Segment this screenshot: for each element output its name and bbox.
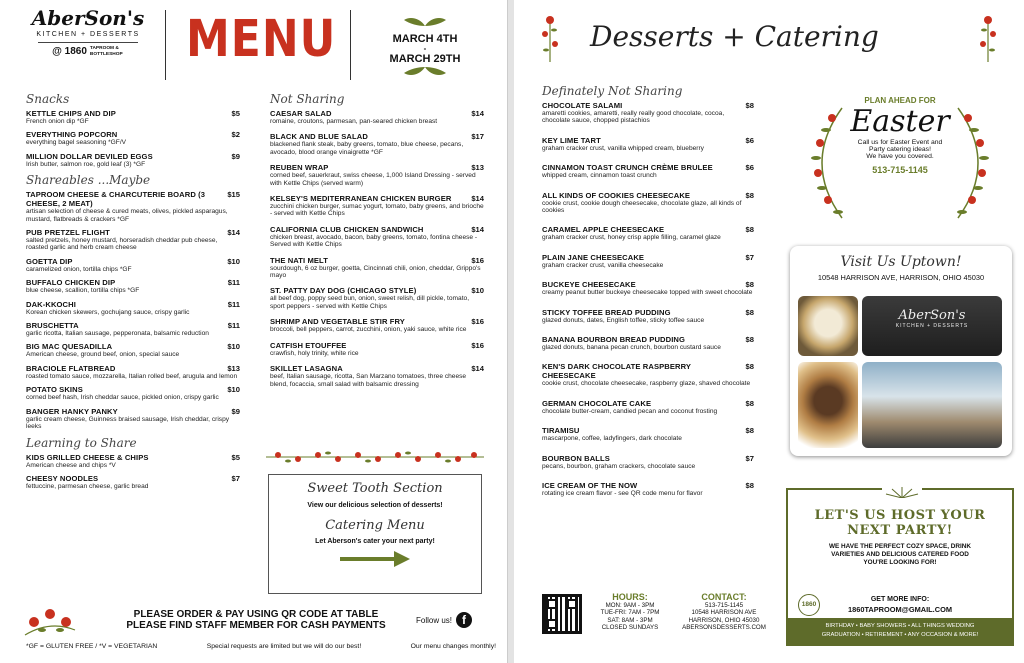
arrow-right-icon: [340, 551, 410, 567]
shareable-item-header: [26, 407, 240, 416]
shareable-item-header: [26, 228, 240, 237]
host-body-2: VARIETIES AND DELICIOUS CATERED FOOD: [831, 550, 969, 558]
date-range: [370, 14, 480, 84]
flower-divider: [266, 447, 484, 467]
item-description: graham cracker crust, honey crisp apple filling, caramel glaze: [542, 234, 721, 242]
dessert-item: [542, 163, 754, 179]
item-description: Irish butter, salmon roe, gold leaf (3) *GF: [26, 160, 146, 168]
item-price: $9: [231, 406, 240, 416]
host-body: [788, 543, 1012, 566]
follow-label: Follow us!: [416, 615, 453, 625]
shareable-item: [26, 257, 240, 273]
item-price: $10: [227, 385, 240, 395]
item-name: PUB PRETZEL FLIGHT: [26, 228, 110, 238]
dessert-item: [542, 253, 754, 269]
section-title-snacks: Snacks: [26, 92, 70, 106]
item-price: $5: [231, 452, 240, 462]
entree-item: [270, 317, 484, 333]
item-price: $8: [745, 307, 754, 317]
dessert-item-header: [542, 101, 754, 110]
item-description: chocolate butter-cream, candied pecan and coconut frosting: [542, 407, 718, 415]
item-name: ALL KINDS OF COOKIES CHEESECAKE: [542, 190, 691, 200]
kids-item: [26, 453, 240, 469]
dessert-item-header: [542, 136, 754, 145]
easter-plan-label: PLAN AHEAD FOR: [864, 96, 936, 105]
occasions-line-1: BIRTHDAY • BABY SHOWERS • ALL THINGS WEDDING: [825, 623, 975, 629]
photo-storefront-sign: [862, 296, 1002, 356]
item-price: $10: [227, 256, 240, 266]
contact-city: HARRISON, OHIO 45030: [688, 616, 760, 624]
item-name: KETTLE CHIPS AND DIP: [26, 109, 116, 118]
flower-stem-icon: [540, 14, 560, 62]
dessert-item-header: [542, 481, 754, 490]
item-price: $13: [471, 163, 484, 173]
host-body-3: YOU'RE LOOKING FOR!: [863, 558, 937, 566]
brand-at: @ 1860: [52, 46, 87, 57]
storefront-sign-name: AberSon's: [898, 308, 966, 323]
item-price: $8: [745, 190, 754, 200]
section-title-not-sharing: Not Sharing: [270, 92, 345, 106]
item-description: glazed donuts, dates, English toffee, sticky toffee sauce: [542, 316, 705, 324]
occasions-band: [788, 618, 1012, 644]
hours-block: [590, 594, 670, 632]
entree-item-header: [270, 163, 484, 172]
host-title-1: LET'S US HOST YOUR: [814, 508, 986, 523]
date-end: MARCH 29TH: [389, 53, 461, 65]
item-description: chicken breast, avocado, bacon, baby greens, tomato, fontina cheese - Served with Kettle Chips: [270, 233, 478, 249]
item-description: rotating ice cream flavor - see QR code menu for flavor: [542, 490, 703, 498]
item-name: SKILLET LASAGNA: [270, 364, 343, 374]
item-price: $16: [471, 317, 484, 327]
entree-item-header: [270, 194, 484, 203]
item-description: cookie crust, cookie dough cheesecake, chocolate glaze, all kinds of cookies: [542, 199, 742, 215]
item-name: GOETTA DIP: [26, 256, 73, 266]
contact-street: 10548 HARRISON AVE: [691, 609, 757, 617]
dessert-item-header: [542, 163, 754, 172]
item-name: PLAIN JANE CHEESECAKE: [542, 252, 645, 262]
item-name: ST. PATTY DAY DOG (CHICAGO STYLE): [270, 286, 417, 296]
dessert-item: [542, 308, 754, 324]
dessert-item-header: [542, 426, 754, 435]
item-description: caramelized onion, tortilla chips *GF: [26, 265, 132, 273]
section-title-desserts: Definately Not Sharing: [542, 84, 683, 98]
dessert-item: [542, 191, 754, 215]
contact-phone[interactable]: 513-715-1145: [704, 601, 744, 609]
dessert-item: [542, 362, 754, 387]
item-price: $6: [745, 163, 754, 173]
item-price: $7: [231, 473, 240, 483]
taproom-badge: 1860: [798, 594, 820, 616]
contact-block: [674, 594, 774, 632]
sweet-tooth-title: Sweet Tooth Section: [307, 481, 443, 496]
entree-item-header: [270, 317, 484, 326]
section-title-shareables: Shareables ...Maybe: [26, 173, 151, 188]
item-description: graham cracker crust, vanilla cheesecake: [542, 261, 664, 269]
item-name: MILLION DOLLAR DEVILED EGGS: [26, 151, 153, 161]
item-description: garlic cream cheese, Guinness braised sausage, Irish cheddar, crispy leeks: [26, 415, 230, 431]
dessert-item-header: [542, 280, 754, 289]
flower-vine-icon: [266, 447, 484, 467]
snack-item-header: [26, 152, 240, 161]
shareable-item: [26, 385, 240, 401]
item-price: $6: [745, 135, 754, 145]
dessert-item: [542, 136, 754, 152]
order-line-1: PLEASE ORDER & PAY USING QR CODE AT TABLE: [133, 609, 379, 620]
dessert-item-header: [542, 335, 754, 344]
photo-sandwich: [798, 296, 858, 356]
hours-line-3: SAT: 8AM - 3PM: [607, 616, 653, 624]
item-price: $14: [471, 364, 484, 374]
menu-changes: Our menu changes monthly!: [410, 643, 496, 650]
flower-stem-icon: [978, 14, 998, 62]
item-name: KEN'S DARK CHOCOLATE RASPBERRY CHEESECAKE: [542, 362, 691, 381]
easter-phone[interactable]: 513-715-1145: [872, 165, 928, 175]
entree-item: [270, 256, 484, 280]
sweet-tooth-line: View our delicious selection of desserts!: [307, 502, 443, 509]
item-description: sourdough, 6 oz burger, goetta, Cincinnati chili, onion, cheddar, Grippo's mayo: [270, 264, 481, 280]
dessert-item: [542, 280, 754, 296]
item-name: KELSEY'S MEDITERRANEAN CHICKEN BURGER: [270, 194, 452, 204]
item-description: corned beef hash, Irish cheddar sauce, pickled onion, crispy garlic: [26, 394, 219, 402]
dessert-item: [542, 454, 754, 470]
item-description: broccoli, bell peppers, carrot, zucchini, onion, yaki sauce, white rice: [270, 326, 467, 334]
dessert-item: [542, 225, 754, 241]
kids-item-header: [26, 453, 240, 462]
item-name: POTATO SKINS: [26, 385, 83, 395]
date-start: MARCH 4TH: [392, 33, 458, 45]
item-description: romaine, croutons, parmesan, pan-seared chicken breast: [270, 118, 438, 125]
host-title-2: NEXT PARTY!: [847, 523, 953, 538]
dessert-item: [542, 481, 754, 497]
item-name: BIG MAC QUESADILLA: [26, 342, 113, 352]
entree-item-header: [270, 225, 484, 234]
item-description: roasted tomato sauce, mozzarella, Italian rolled beef, arugula and lemon: [26, 372, 238, 380]
item-description: salted pretzels, honey mustard, horseradish cheddar pub cheese, roasted garlic and herb cream cheese: [26, 237, 218, 252]
item-description: creamy peanut butter buckeye cheesecake topped with sweet chocolate: [542, 289, 753, 297]
item-price: $10: [471, 286, 484, 296]
item-name: BUCKEYE CHEESECAKE: [542, 280, 636, 290]
qr-code[interactable]: [542, 594, 582, 634]
item-price: $10: [227, 342, 240, 352]
item-price: $14: [471, 109, 484, 118]
item-name: TAPROOM CHEESE & CHARCUTERIE BOARD (3 CHEESE, 2 MEAT): [26, 190, 206, 209]
date-dash: -: [423, 44, 427, 53]
item-description: Korean chicken skewers, gochujang sauce, crispy garlic: [26, 308, 190, 316]
item-price: $5: [231, 109, 240, 118]
shareable-item: [26, 364, 240, 380]
item-price: $14: [471, 194, 484, 204]
item-name: CATFISH ETOUFFEE: [270, 340, 347, 350]
dessert-item-header: [542, 454, 754, 463]
item-name: BANANA BOURBON BREAD PUDDING: [542, 335, 686, 345]
entree-item: [270, 341, 484, 357]
shareable-item-header: [26, 342, 240, 351]
contact-title: CONTACT:: [701, 592, 747, 602]
item-price: $13: [227, 363, 240, 373]
item-price: $7: [745, 252, 754, 262]
entree-item-header: [270, 364, 484, 373]
item-name: ICE CREAM OF THE NOW: [542, 481, 638, 491]
item-name: GERMAN CHOCOLATE CAKE: [542, 398, 652, 408]
item-description: graham cracker crust, vanilla whipped cream, blueberry: [542, 144, 704, 152]
item-name: KIDS GRILLED CHEESE & CHIPS: [26, 452, 149, 462]
item-price: $9: [231, 151, 240, 161]
item-name: DAK-KKOCHI: [26, 299, 76, 309]
easter-line-3: We have you covered.: [866, 153, 934, 160]
visit-uptown-card: [790, 246, 1012, 456]
item-price: $11: [227, 321, 240, 331]
item-description: glazed donuts, banana pecan crunch, bourbon custard sauce: [542, 344, 721, 352]
shareable-item-header: [26, 300, 240, 309]
occasions-line-2: GRADUATION • RETIREMENT • ANY OCCASION & MORE!: [821, 632, 979, 638]
item-description: pecans, bourbon, graham crackers, chocolate sauce: [542, 462, 696, 470]
snack-item: [26, 109, 240, 125]
shareable-item: [26, 190, 240, 223]
item-description: beef, Italian sausage, ricotta, San Marzano tomatoes, three cheese blend, focaccia, small salad with balsamic dressing: [270, 373, 467, 388]
shareable-item-header: [26, 364, 240, 373]
item-name: CARAMEL APPLE CHEESECAKE: [542, 225, 665, 235]
item-price: $8: [745, 225, 754, 235]
flower-sprig-icon: [20, 600, 80, 640]
item-price: $16: [471, 255, 484, 265]
dessert-item-header: [542, 399, 754, 408]
entree-item: [270, 132, 484, 156]
item-name: REUBEN WRAP: [270, 163, 329, 173]
item-name: CHEESY NOODLES: [26, 473, 99, 483]
item-price: $8: [745, 335, 754, 345]
item-price: $15: [227, 190, 240, 200]
item-price: $8: [745, 481, 754, 491]
entree-item-header: [270, 132, 484, 141]
right-column: [270, 88, 484, 395]
facebook-icon[interactable]: f: [456, 612, 472, 628]
snack-item: [26, 152, 240, 168]
dessert-item-header: [542, 191, 754, 200]
item-price: $14: [227, 228, 240, 238]
item-name: BRACIOLE FLATBREAD: [26, 363, 116, 373]
item-price: $17: [471, 132, 484, 142]
host-body-1: WE HAVE THE PERFECT COZY SPACE, DRINK: [828, 543, 972, 550]
item-name: EVERYTHING POPCORN: [26, 130, 118, 140]
visit-address: 10548 HARRISON AVE, HARRISON, OHIO 45030: [817, 273, 985, 282]
brand-name: AberSon's: [31, 6, 145, 30]
entree-item: [270, 225, 484, 249]
entree-item: [270, 109, 484, 125]
item-name: CALIFORNIA CLUB CHICKEN SANDWICH: [270, 224, 424, 234]
shareable-item: [26, 342, 240, 358]
snack-item: [26, 130, 240, 146]
left-menu-page: [0, 0, 508, 663]
item-name: BOURBON BALLS: [542, 453, 610, 463]
catering-title: Catering Menu: [325, 518, 425, 533]
hours-line-1: MON: 9AM - 3PM: [605, 601, 655, 609]
item-price: $8: [745, 426, 754, 436]
left-column: [26, 88, 240, 495]
brand-venue: TAPROOM & BOTTLESHOP: [89, 46, 123, 57]
item-price: $8: [745, 280, 754, 290]
photo-cookie-stack: [798, 362, 858, 448]
dessert-item: [542, 399, 754, 415]
brand-logo: [28, 6, 148, 57]
item-name: BLACK AND BLUE SALAD: [270, 132, 368, 142]
item-description: amaretti cookies, amaretti, really really good chocolate, cocoa, chocolate sauce, chopped pistachios: [542, 110, 725, 125]
desserts-column: [542, 80, 754, 509]
entree-item: [270, 364, 484, 388]
item-price: $16: [471, 340, 484, 350]
item-price: $7: [745, 453, 754, 463]
item-price: $2: [231, 130, 240, 140]
item-price: $11: [227, 278, 240, 288]
item-name: SHRIMP AND VEGETABLE STIR FRY: [270, 317, 405, 327]
shareable-item-header: [26, 278, 240, 287]
item-price: $8: [745, 101, 754, 110]
item-description: artisan selection of cheese & cured meats, olives, pickled asparagus, mustard, flatbreads & crackers *GF: [26, 208, 228, 223]
item-price: $8: [745, 362, 754, 372]
item-name: TIRAMISU: [542, 426, 580, 436]
item-description: crawfish, holy trinity, white rice: [270, 349, 359, 357]
snack-item-header: [26, 109, 240, 118]
entree-item: [270, 163, 484, 187]
item-price: $14: [471, 224, 484, 234]
item-name: THE NATI MELT: [270, 255, 328, 265]
diet-legend: *GF = GLUTEN FREE / *V = VEGETARIAN: [26, 643, 158, 650]
dessert-item: [542, 101, 754, 125]
follow-us: [416, 612, 472, 628]
host-info-label: GET MORE INFO:: [870, 596, 930, 603]
order-line-2: PLEASE FIND STAFF MEMBER FOR CASH PAYMENTS: [126, 620, 386, 631]
easter-wreath: [792, 88, 1008, 238]
order-instructions: [96, 609, 416, 631]
shareable-item-header: [26, 257, 240, 266]
dessert-item-header: [542, 253, 754, 262]
item-description: blue cheese, scallion, tortilla chips *GF: [26, 287, 140, 295]
brand-tagline: KITCHEN + DESSERTS: [36, 31, 140, 38]
snack-item-header: [26, 130, 240, 139]
item-description: corned beef, sauerkraut, swiss cheese, 1,000 Island Dressing - served with Kettle Chips (served warm): [270, 172, 476, 187]
item-name: BRUSCHETTA: [26, 321, 79, 331]
dessert-item-header: [542, 308, 754, 317]
item-price: $11: [227, 299, 240, 309]
photo-dessert-case: [862, 362, 1002, 448]
right-desserts-page: [514, 0, 1024, 663]
dessert-item-header: [542, 362, 754, 380]
entree-item: [270, 286, 484, 310]
catering-line: Let Aberson's cater your next party!: [315, 538, 435, 545]
item-description: blackened flank steak, baby greens, tomato, blue cheese, pecans, avocado, blood orange vinaigrette *GF: [270, 141, 464, 156]
hours-line-2: TUE-FRI: 7AM - 7PM: [600, 609, 660, 617]
item-description: American cheese and chips *V: [26, 461, 116, 469]
visit-title: Visit Us Uptown!: [840, 254, 962, 270]
host-email[interactable]: 1860TAPROOM@GMAIL.COM: [848, 605, 952, 614]
shareable-item: [26, 228, 240, 252]
item-description: American cheese, ground beef, onion, special sauce: [26, 351, 180, 359]
footer-legend: [26, 643, 496, 650]
item-description: mascarpone, coffee, ladyfingers, dark chocolate: [542, 435, 682, 443]
item-name: CINNAMON TOAST CRUNCH CRÈME BRULEE: [542, 163, 713, 173]
leaf-ornament-icon: [400, 65, 450, 79]
item-name: BUFFALO CHICKEN DIP: [26, 278, 116, 288]
special-requests: Special requests are limited but we will do our best!: [206, 643, 362, 650]
shareable-item-header: [26, 190, 240, 208]
item-description: all beef dog, poppy seed bun, onion, sweet relish, dill pickle, tomato, sport peppers - served with Kettle Chips: [270, 295, 470, 310]
item-description: everything bagel seasoning *GF/V: [26, 139, 127, 147]
leaf-ornament-icon: [400, 14, 450, 28]
kids-item: [26, 474, 240, 490]
item-name: CHOCOLATE SALAMI: [542, 101, 623, 110]
desserts-catering-title: Desserts + Catering: [590, 20, 879, 53]
dessert-item-header: [542, 225, 754, 234]
entree-item-header: [270, 286, 484, 295]
storefront-sign-sub: KITCHEN + DESSERTS: [895, 323, 969, 329]
item-price: $8: [745, 398, 754, 408]
contact-website[interactable]: ABERSONSDESSERTS.COM: [682, 624, 766, 632]
kids-item-header: [26, 474, 240, 483]
host-party-box: [786, 488, 1014, 646]
dessert-item: [542, 335, 754, 351]
item-description: fettuccine, parmesan cheese, garlic bread: [26, 482, 149, 490]
item-description: zucchini chicken burger, sumac yogurt, tomato, baby greens, and brioche - served with Kettle Chips: [270, 203, 484, 218]
entree-item-header: [270, 256, 484, 265]
shareable-item-header: [26, 385, 240, 394]
shareable-item: [26, 300, 240, 316]
shareable-item: [26, 321, 240, 337]
item-name: CAESAR SALAD: [270, 109, 332, 118]
item-name: KEY LIME TART: [542, 135, 601, 145]
entree-item-header: [270, 109, 484, 118]
sweet-tooth-box: [268, 474, 482, 594]
hours-line-4: CLOSED SUNDAYS: [601, 624, 659, 632]
item-name: BANGER HANKY PANKY: [26, 406, 118, 416]
shareable-item-header: [26, 321, 240, 330]
item-description: whipped cream, cinnamon toast crunch: [542, 172, 657, 180]
item-description: cookie crust, chocolate cheesecake, raspberry glaze, shaved chocolate: [542, 380, 751, 388]
shareable-item: [26, 407, 240, 431]
hours-title: HOURS:: [612, 592, 648, 602]
sunburst-icon: [882, 486, 922, 498]
menu-title: MENU: [186, 10, 337, 69]
item-name: STICKY TOFFEE BREAD PUDDING: [542, 307, 671, 317]
easter-title: Easter: [850, 104, 950, 139]
easter-line-2: Party catering ideas!: [869, 146, 931, 153]
item-description: French onion dip *GF: [26, 118, 89, 125]
shareable-item: [26, 278, 240, 294]
easter-line-1: Call us for Easter Event and: [857, 139, 943, 146]
entree-item-header: [270, 341, 484, 350]
dessert-item: [542, 426, 754, 442]
item-description: garlic ricotta, Italian sausage, pepperonata, balsamic reduction: [26, 330, 209, 338]
section-title-learning: Learning to Share: [26, 435, 137, 450]
entree-item: [270, 194, 484, 218]
